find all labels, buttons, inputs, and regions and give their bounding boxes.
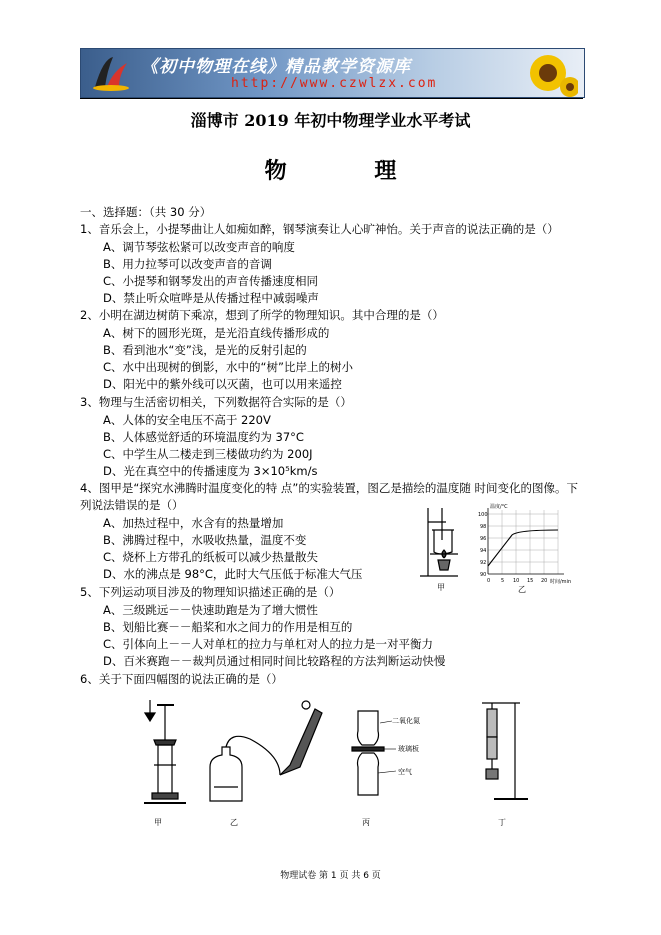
sunflower-icon xyxy=(508,51,578,97)
question-2-option-d: D、阳光中的紫外线可以灭菌，也可以用来遥控 xyxy=(103,377,342,391)
figure-label-yi: 乙 xyxy=(518,585,526,594)
ytick-94: 94 xyxy=(480,548,487,554)
chart-ylabel: 温度/°C xyxy=(490,504,508,510)
exam-title: 淄博市 2019 年初中物理学业水平考试 xyxy=(190,111,471,130)
annotation-no2: 二氧化氮 xyxy=(392,717,420,725)
question-4-option-a: A、加热过程中，水含有的热量增加 xyxy=(103,516,284,530)
diffusion-jars-icon xyxy=(352,711,384,795)
question-5-option-d: D、百米赛跑－－裁判员通过相同时间比较路程的方法判断运动快慢 xyxy=(103,654,446,668)
annotation-glass: 玻璃板 xyxy=(398,745,419,753)
xtick-5: 5 xyxy=(501,578,505,584)
question-4-option-b: B、沸腾过程中，水吸收热量，温度不变 xyxy=(103,533,307,547)
boiling-apparatus-icon xyxy=(420,508,458,576)
question-4-option-d: D、水的沸点是 98°C，此时大气压低于标准大气压 xyxy=(103,567,363,581)
question-5-option-a: A、三级跳远－－快速助跑是为了增大惯性 xyxy=(103,603,318,617)
xtick-15: 15 xyxy=(527,578,534,584)
question-4-stem-cont: 列说法错误的是（） xyxy=(80,498,184,512)
ytick-96: 96 xyxy=(480,536,487,542)
page-footer: 物理试卷 第 1 页 共 6 页 xyxy=(280,871,381,881)
question-3-option-c: C、中学生从二楼走到三楼做功约为 200J xyxy=(103,447,313,461)
question-1-option-a: A、调节琴弦松紧可以改变声音的响度 xyxy=(103,240,295,254)
question-2-option-c: C、水中出现树的倒影，水中的“树”比岸上的树小 xyxy=(103,360,353,374)
ytick-92: 92 xyxy=(480,560,487,566)
ytick-100: 100 xyxy=(478,512,488,518)
bottle-tube-icon xyxy=(210,701,322,801)
question-4-figure xyxy=(418,500,578,595)
question-3-option-a: A、人体的安全电压不高于 220V xyxy=(103,413,271,427)
fig6-label-jia: 甲 xyxy=(154,818,162,827)
section-heading: 一、选择题：（共 30 分） xyxy=(80,205,212,219)
header-rule xyxy=(80,98,583,99)
xtick-0: 0 xyxy=(487,578,491,584)
question-1-option-c: C、小提琴和钢琴发出的声音传播速度相同 xyxy=(103,274,319,288)
question-1-option-d: D、禁止听众喧哗是从传播过程中减弱噪声 xyxy=(103,291,319,305)
question-3-option-d: D、光在真空中的传播速度为 3×10⁵km/s xyxy=(103,464,318,478)
banner-url[interactable]: http://www.czwlzx.com xyxy=(231,76,438,91)
annotation-air: 空气 xyxy=(398,768,412,776)
question-5-option-b: B、划船比赛－－船桨和水之间力的作用是相互的 xyxy=(103,620,353,634)
header-banner xyxy=(80,48,585,98)
lead-blocks-stand-icon xyxy=(482,703,528,799)
site-logo-icon xyxy=(89,53,133,93)
xtick-20: 20 xyxy=(541,578,548,584)
fig6-label-yi: 乙 xyxy=(230,818,238,827)
compression-cylinder-icon xyxy=(144,700,186,803)
ytick-98: 98 xyxy=(480,524,487,530)
question-2-option-b: B、看到池水“变”浅，是光的反射引起的 xyxy=(103,343,307,357)
question-2-stem: 2、小明在湖边树荫下乘凉，想到了所学的物理知识。其中合理的是（） xyxy=(80,308,444,322)
question-3-option-b: B、人体感觉舒适的环境温度约为 37°C xyxy=(103,430,304,444)
banner-title: 《初中物理在线》精品教学资源库 xyxy=(141,57,411,77)
xtick-10: 10 xyxy=(513,578,520,584)
temperature-time-chart xyxy=(478,503,571,585)
figure-label-jia: 甲 xyxy=(437,583,445,592)
chart-xlabel: 时间/min xyxy=(550,579,572,585)
question-4-stem: 4、图甲是“探究水沸腾时温度变化的特 点”的实验装置，图乙是描绘的温度随 时间变化的图像。下 xyxy=(80,481,579,495)
fig6-label-ding: 丁 xyxy=(498,818,506,827)
question-6-figures xyxy=(130,695,550,835)
fig6-label-bing: 丙 xyxy=(362,818,370,827)
question-5-option-c: C、引体向上－－人对单杠的拉力与单杠对人的拉力是一对平衡力 xyxy=(103,637,434,651)
question-3-stem: 3、物理与生活密切相关，下列数据符合实际的是（） xyxy=(80,395,352,409)
ytick-90: 90 xyxy=(480,572,487,578)
question-2-option-a: A、树下的圆形光斑，是光沿直线传播形成的 xyxy=(103,326,330,340)
question-1-option-b: B、用力拉琴可以改变声音的音调 xyxy=(103,257,272,271)
question-6-stem: 6、关于下面四幅图的说法正确的是（） xyxy=(80,672,283,686)
temperature-curve xyxy=(488,530,558,566)
exam-subject: 物 理 xyxy=(264,158,437,184)
question-1-stem: 1、音乐会上，小提琴曲让人如痴如醉，钢琴演奏让人心旷神怡。关于声音的说法正确的是（） xyxy=(80,222,559,236)
question-5-stem: 5、下列运动项目涉及的物理知识描述正确的是（） xyxy=(80,585,341,599)
question-4-option-c: C、烧杯上方带孔的纸板可以减少热量散失 xyxy=(103,550,319,564)
